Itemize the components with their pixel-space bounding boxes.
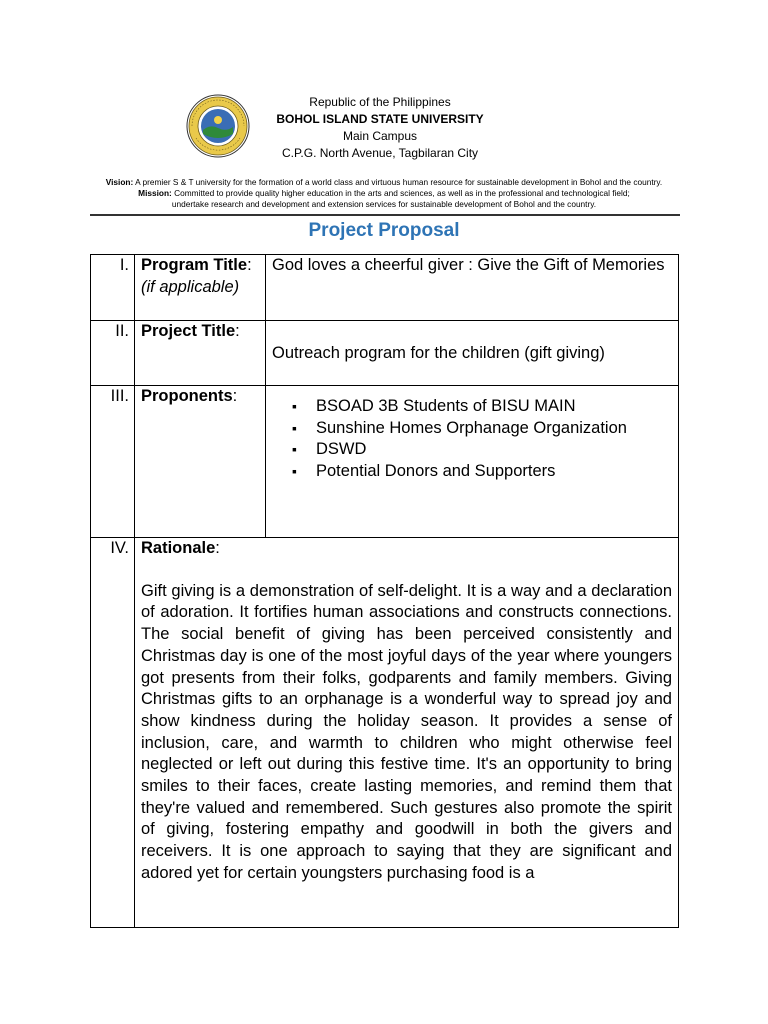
list-item: ▪ Potential Donors and Supporters: [272, 461, 672, 483]
table-row: [91, 255, 679, 321]
mission-label: Mission:: [138, 188, 172, 198]
mission-text-line1: Committed to provide quality higher education in the arts and sciences, as well as in the professional and technological field;: [174, 188, 630, 198]
rationale-cell: Rationale: Gift giving is a demonstration of self-delight. It is a way and a declaration of adoration. It fortifies human associations and constructs connections. The social benefit of giving has been perceived consistently and Christmas day is one of the most joyful days of the year where youngers got presents from their folks, godparents and family members. Giving Christmas gifts to an orphanage is a wonderful way to spread joy and show kindness during the holiday season. It provides a sense of inclusion, care, and warmth to children who might otherwise feel neglected or left out during this festive time. It's an opportunity to bring smiles to their faces, create lasting memories, and remind them that they're valued and remembered. Such gestures also promote the spirit of giving, fostering empathy and goodwill in both the givers and receivers. It is one approach to saying that they are significant and adored yet for certain youngsters purchasing food is a: [135, 538, 679, 928]
section-label-cell: Proponents:: [135, 386, 266, 538]
section-number: I.: [91, 255, 135, 321]
vision-text: A premier S & T university for the formation of a world class and virtuous human resource for sustainable development in Bohol and the country.: [135, 177, 663, 187]
section-number: IV.: [91, 538, 135, 928]
rationale-text: Gift giving is a demonstration of self-delight. It is a way and a declaration of adoration. It fortifies human associations and constructs connections. The social benefit of giving has been perceived consistently and Christmas day is one of the most joyful days of the year where youngers got presents from their folks, godparents and family members. Giving Christmas gifts to an orphanage is a wonderful way to spread joy and show kindness during the holiday season. It provides a sense of inclusion, care, and warmth to children who might otherwise feel neglected or left out during this festive time. It's an opportunity to bring smiles to their faces, create lasting memories, and remind them that they're valued and remembered. Such gestures also promote the spirit of giving, fostering empathy and goodwill in both the givers and receivers. It is one approach to saying that they are significant and adored yet for certain youngsters purchasing food is a: [141, 581, 672, 882]
proponents-list: [272, 396, 672, 483]
table-row: [91, 321, 679, 386]
proposal-table: [90, 254, 679, 928]
program-title-sublabel: (if applicable): [141, 277, 240, 296]
section-number: III.: [91, 386, 135, 538]
header-address: C.P.G. North Avenue, Tagbilaran City: [281, 146, 479, 160]
mission-text-line2: undertake research and development and extension services for sustainable development of Bohol and the country.: [171, 199, 597, 209]
mission-statement: [96, 188, 672, 199]
table-row: [91, 538, 679, 928]
list-item: ▪ BSOAD 3B Students of BISU MAIN: [272, 396, 672, 418]
header-republic: Republic of the Philippines: [309, 95, 451, 109]
document-title: Project Proposal: [308, 220, 460, 241]
header-divider: [90, 214, 680, 216]
section-number: II.: [91, 321, 135, 386]
table-row: [91, 386, 679, 538]
header-university: BOHOL ISLAND STATE UNIVERSITY: [276, 112, 484, 126]
vision-statement: [96, 177, 672, 188]
program-title-label: Program Title: [141, 256, 248, 274]
program-title-value: God loves a cheerful giver : Give the Gift of Memories: [266, 255, 679, 321]
proponents-label: Proponents: [141, 387, 233, 405]
header-campus: Main Campus: [342, 129, 418, 143]
project-title-value: Outreach program for the children (gift giving): [272, 344, 605, 362]
section-label-cell: Project Title:: [135, 321, 266, 386]
project-title-label: Project Title: [141, 322, 236, 340]
project-title-cell: [266, 321, 679, 386]
vision-label: Vision:: [105, 177, 134, 187]
proponents-cell: [266, 386, 679, 538]
list-item: ▪ Sunshine Homes Orphanage Organization: [272, 418, 672, 440]
list-item: ▪ DSWD: [272, 439, 672, 461]
section-label-cell: Program Title: (if applicable): [135, 255, 266, 321]
rationale-label: Rationale: [141, 539, 216, 557]
